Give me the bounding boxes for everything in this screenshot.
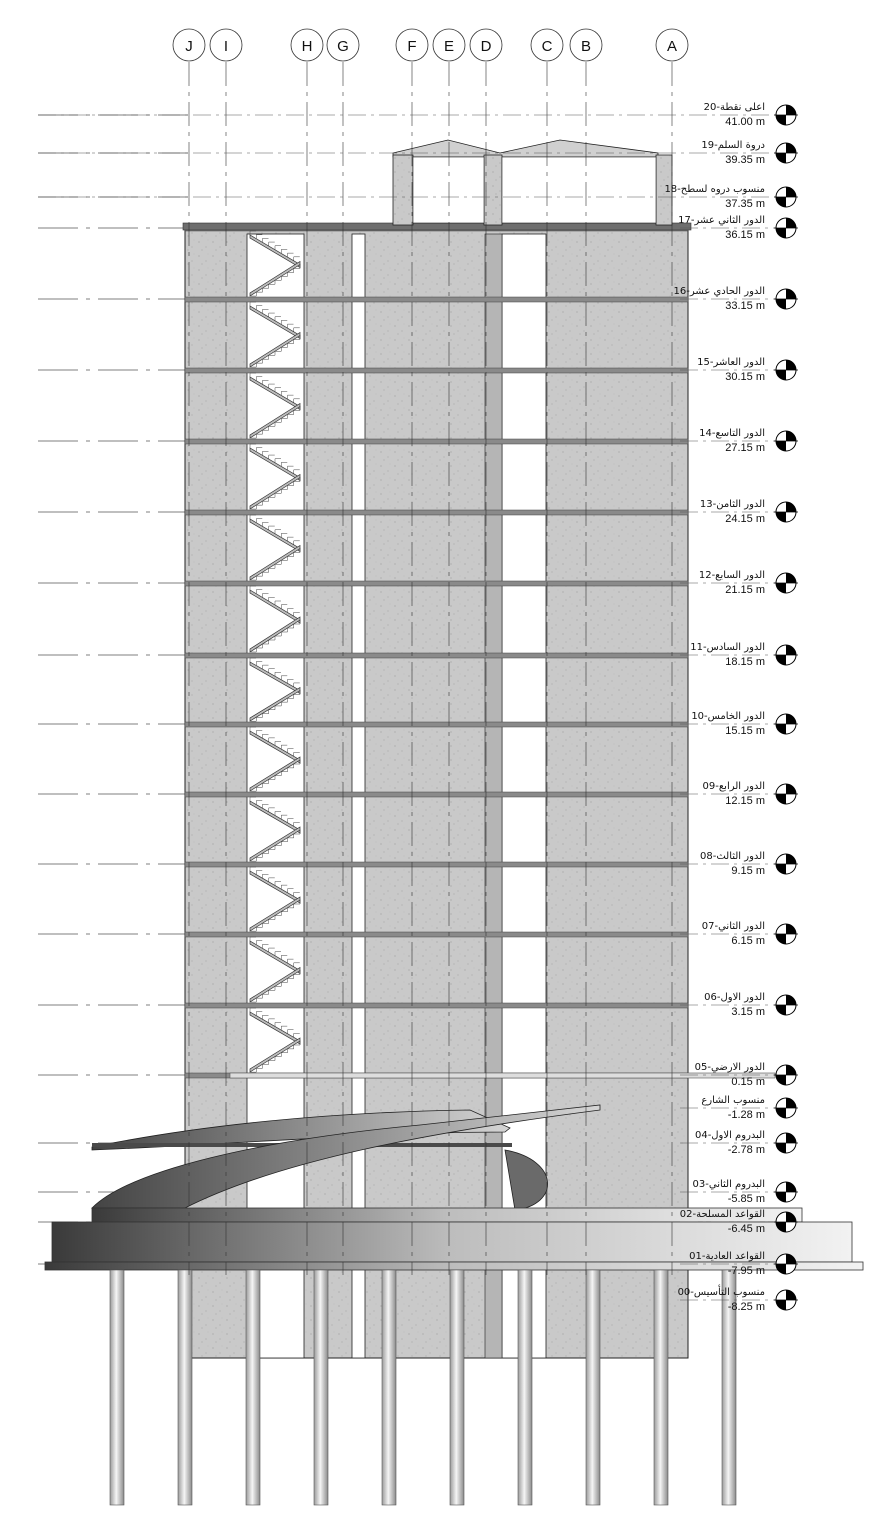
penthouse-wall xyxy=(393,155,413,225)
level-elevation: -5.85 m xyxy=(727,1193,765,1205)
level-name: الدور الثاني-07 xyxy=(701,921,765,932)
grid-label: I xyxy=(223,38,229,55)
level-name: القواعد العادية-01 xyxy=(689,1251,765,1262)
level-name: الدور الخامس-10 xyxy=(691,711,765,722)
level-name: الدور السابع-12 xyxy=(698,570,765,581)
level-elevation: -7.95 m xyxy=(727,1265,765,1277)
level-elevation: 12.15 m xyxy=(725,795,765,807)
level-name: الدور الارضي-05 xyxy=(694,1062,765,1073)
floor-slab xyxy=(185,653,688,658)
roof-slab xyxy=(183,223,691,230)
level-name: الدور الاول-06 xyxy=(704,992,765,1003)
level-elevation: -1.28 m xyxy=(727,1109,765,1121)
level-elevation: 36.15 m xyxy=(725,229,765,241)
level-name: البدروم الثاني-03 xyxy=(692,1179,765,1190)
pile xyxy=(178,1270,192,1505)
floor-slab xyxy=(185,1003,688,1008)
level-datum-icon xyxy=(774,924,798,944)
level-elevation: 24.15 m xyxy=(725,513,765,525)
level-name: اعلى نقطة-20 xyxy=(703,102,765,113)
level-elevation: 0.15 m xyxy=(731,1076,765,1088)
level-name: الدور الرابع-09 xyxy=(702,781,765,792)
level-name: الدور السادس-11 xyxy=(690,642,765,653)
pile xyxy=(518,1270,532,1505)
level-elevation: 27.15 m xyxy=(725,442,765,454)
floor-slab xyxy=(185,722,688,727)
level-elevation: 18.15 m xyxy=(725,656,765,668)
pile xyxy=(450,1270,464,1505)
level-name: القواعد المسلحة-02 xyxy=(679,1209,765,1220)
level-elevation: -8.25 m xyxy=(727,1301,765,1313)
floor-slab xyxy=(185,439,688,444)
grid-label: C xyxy=(541,38,553,55)
floor-slab xyxy=(185,792,688,797)
level-datum-icon xyxy=(774,105,798,125)
pile xyxy=(246,1270,260,1505)
pile xyxy=(382,1270,396,1505)
level-elevation: 39.35 m xyxy=(725,154,765,166)
level-datum-icon xyxy=(774,784,798,804)
grid-label: A xyxy=(666,38,678,55)
floor-slab xyxy=(185,862,688,867)
penthouse-roof xyxy=(393,140,658,157)
level-datum-icon xyxy=(774,854,798,874)
level-datum-icon xyxy=(774,645,798,665)
level-elevation: -2.78 m xyxy=(727,1144,765,1156)
level-elevation: 33.15 m xyxy=(725,300,765,312)
floor-slab xyxy=(185,368,688,373)
level-datum-icon xyxy=(774,573,798,593)
grid-label: B xyxy=(580,38,592,55)
level-elevation: 3.15 m xyxy=(731,1006,765,1018)
floor-slab xyxy=(185,510,688,515)
grid-label: J xyxy=(185,38,193,55)
level-datum-icon xyxy=(774,995,798,1015)
level-elevation: 21.15 m xyxy=(725,584,765,596)
level-elevation: 30.15 m xyxy=(725,371,765,383)
level-name: الدور الثالث-08 xyxy=(699,851,765,862)
level-datum-icon xyxy=(774,143,798,163)
level-name: دروة السلم-19 xyxy=(701,140,765,151)
level-name: البدروم الاول-04 xyxy=(694,1130,765,1141)
penthouse-opening xyxy=(502,157,656,223)
level-datum-icon xyxy=(774,289,798,309)
level-datum-icon xyxy=(774,1290,798,1310)
level-elevation: 6.15 m xyxy=(731,935,765,947)
grid-label: D xyxy=(480,38,492,55)
level-name: الدور العاشر-15 xyxy=(697,357,765,368)
level-elevation: 41.00 m xyxy=(725,116,765,128)
level-name: منسوب الشارع xyxy=(701,1095,765,1106)
level-name: الدور التاسع-14 xyxy=(699,428,765,439)
level-name: الدور الحادي عشر-16 xyxy=(673,286,765,297)
level-datum-icon xyxy=(774,1182,798,1202)
pile xyxy=(654,1270,668,1505)
level-name: الدور الثامن-13 xyxy=(699,499,765,510)
grid-label: G xyxy=(337,38,349,55)
level-datum-icon xyxy=(774,1133,798,1153)
level-datum-icon xyxy=(774,218,798,238)
grid-label: F xyxy=(407,38,417,55)
level-datum-icon xyxy=(774,360,798,380)
floor-slab xyxy=(185,581,688,586)
level-elevation: 9.15 m xyxy=(731,865,765,877)
level-datum-icon xyxy=(774,1098,798,1118)
level-elevation: 15.15 m xyxy=(725,725,765,737)
level-elevation: 37.35 m xyxy=(725,198,765,210)
pile xyxy=(110,1270,124,1505)
penthouse-wall xyxy=(484,155,502,225)
grid-label: H xyxy=(301,38,313,55)
level-elevation: -6.45 m xyxy=(727,1223,765,1235)
level-name: منسوب التأسيس-00 xyxy=(677,1287,765,1298)
penthouse-opening xyxy=(413,157,484,223)
level-name: الدور الثاني عشر-17 xyxy=(678,215,765,226)
grid-label: E xyxy=(443,38,455,55)
level-datum-icon xyxy=(774,502,798,522)
level-datum-icon xyxy=(774,714,798,734)
reference-lines xyxy=(38,115,188,1264)
level-datum-icon xyxy=(774,1065,798,1085)
pile xyxy=(314,1270,328,1505)
pile xyxy=(586,1270,600,1505)
floor-slab xyxy=(185,297,688,302)
level-datum-icon xyxy=(774,187,798,207)
level-datum-icon xyxy=(774,431,798,451)
level-name: منسوب دروه لسطح-18 xyxy=(664,184,765,195)
ground-floor-slab xyxy=(230,1073,775,1078)
floor-slab xyxy=(185,932,688,937)
